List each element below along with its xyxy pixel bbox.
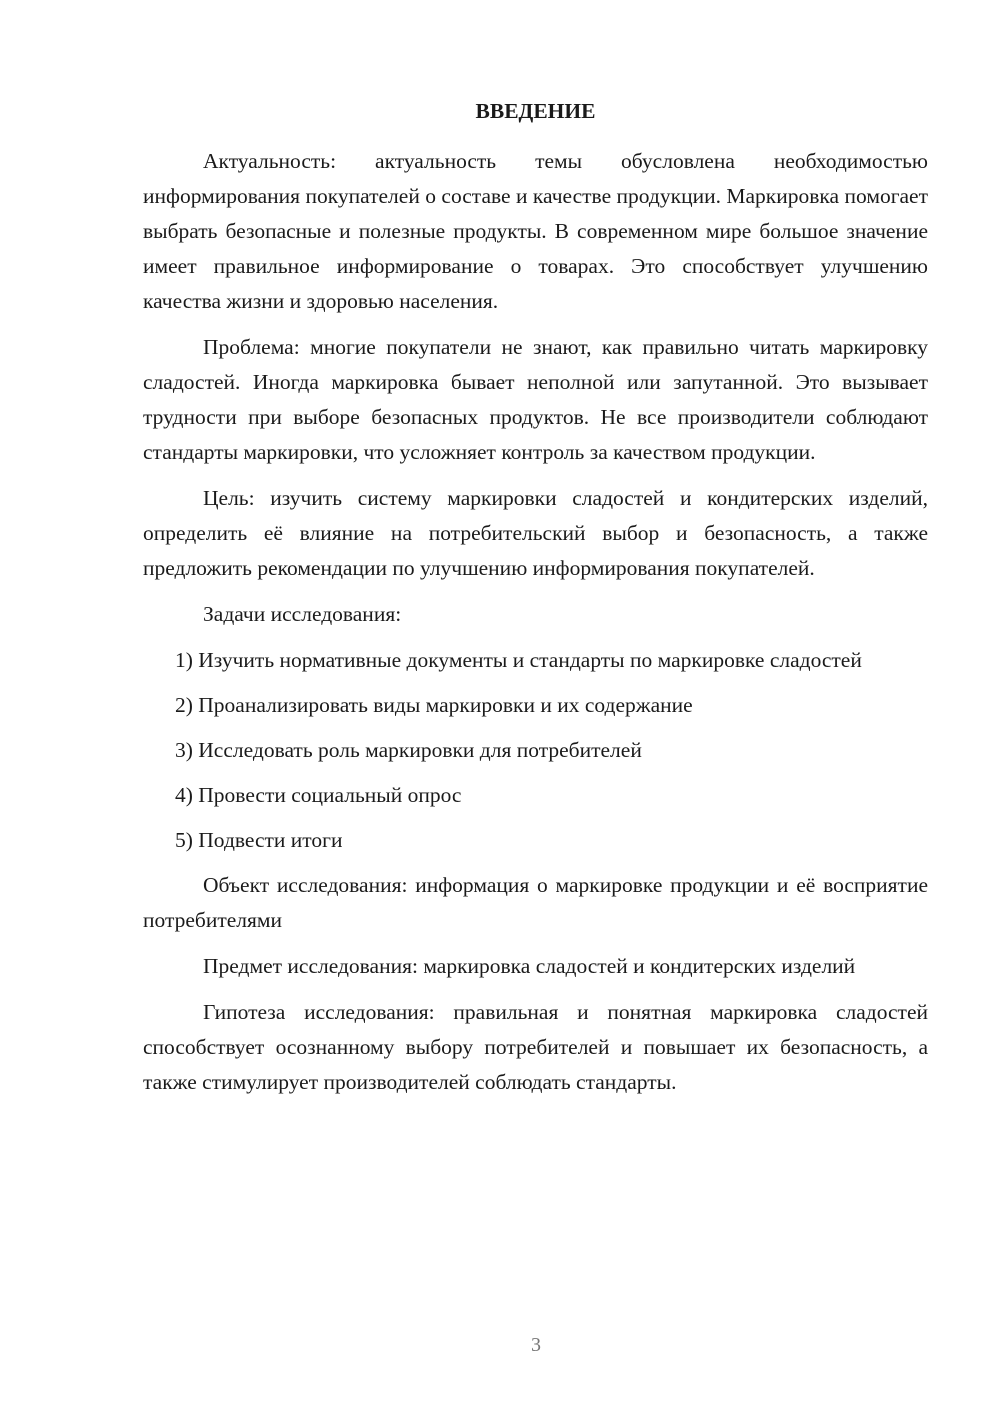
paragraph-goal: Цель: изучить систему маркировки сладостей и кондитерских изделий, определить её влияние на потребительский выбор и безопасность, а также предложить рекомендации по улучшению информирования покупателей. [143,486,928,580]
list-item: 2) Проанализировать виды маркировки и их содержание [175,693,693,717]
paragraph-hypothesis: Гипотеза исследования: правильная и понятная маркировка сладостей способствует осознанному выбору потребителей и повышает их безопасность, а также стимулирует производителей соблюдать стандарты. [143,1000,928,1094]
list-item: 4) Провести социальный опрос [175,783,462,807]
list-item: 3) Исследовать роль маркировки для потребителей [175,738,642,762]
paragraph-relevance: Актуальность: актуальность темы обусловлена необходимостью информирования покупателей о составе и качестве продукции. Маркировка помогает выбрать безопасные и полезные продукты. В современном мире большое значение имеет правильное информирование о товарах. Это способствует улучшению качества жизни и здоровью населения. [143,149,928,313]
page-content [143,96,928,1111]
tasks-heading: Задачи исследования: [203,602,402,626]
tasks-list [143,643,928,858]
list-item: 1) Изучить нормативные документы и стандарты по маркировке сладостей [175,648,862,672]
paragraph-subject: Предмет исследования: маркировка сладостей и кондитерских изделий [203,954,856,978]
list-item: 5) Подвести итоги [175,828,343,852]
page-number: 3 [531,1334,541,1356]
page-title: ВВЕДЕНИЕ [475,99,596,123]
paragraph-problem: Проблема: многие покупатели не знают, как правильно читать маркировку сладостей. Иногда маркировка бывает неполной или запутанной. Это вызывает трудности при выборе безопасных продуктов. Не все производители соблюдают стандарты маркировки, что усложняет контроль за качеством продукции. [143,335,928,464]
paragraph-object: Объект исследования: информация о маркировке продукции и её восприятие потребителями [143,873,928,932]
